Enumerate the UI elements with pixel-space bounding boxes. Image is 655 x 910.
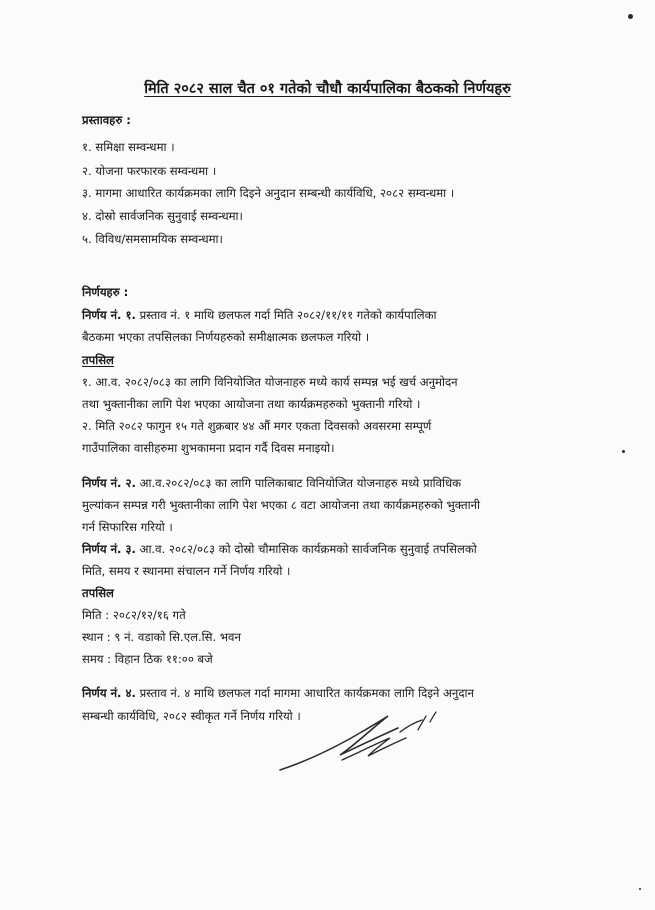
proposal-item: ३. मागमा आधारित कार्यक्रमका लागि दिइने अनुदान सम्बन्धी कार्यविधि, २०८२ सम्वन्धमा । <box>82 186 455 200</box>
scan-speck <box>628 14 633 19</box>
decision-2-text-cont: गर्न सिफारिस गरियो । <box>82 520 173 534</box>
proposals-heading: प्रस्तावहरु : <box>82 113 131 127</box>
decision-4-text: प्रस्ताव नं. ४ माथि छलफल गर्दा मागमा आधारित कार्यक्रमका लागि दिइने अनुदान <box>135 686 474 700</box>
decision-2-label: निर्णय नं. २. <box>82 476 136 490</box>
decision-4-label: निर्णय नं. ४. <box>82 686 136 700</box>
decision-3-text: आ.व. २०८२/०८३ को दोस्रो चौमासिक कार्यक्रमको सार्वजनिक सुनुवाई तपसिलको <box>135 542 477 556</box>
page-title: मिति २०८२ साल चैत ०१ गतेको चौधौ कार्यपालिका बैठकको निर्णयहरु <box>144 81 511 97</box>
proposal-item: ५. विविध/समसामयिक सम्वन्धमा। <box>82 232 223 246</box>
detail-2-line1: २. मिति २०८२ फागुन १५ गते शुक्रबार ४४ औं मगर एकता दिवसको अवसरमा सम्पूर्ण <box>82 419 432 433</box>
decision-4 <box>82 686 474 701</box>
meeting-date: मिति : २०८२/१२/१६ गते <box>82 608 186 622</box>
decision-1-text-cont: बैठकमा भएका तपसिलका निर्णयहरुको समीक्षात्मक छलफल गरियो । <box>82 330 370 344</box>
detail-1-line1: १. आ.व. २०८२/०८३ का लागि विनियोजित योजनाहरु मध्ये कार्य सम्पन्न भई खर्च अनुमोदन <box>82 375 458 389</box>
decisions-heading: निर्णयहरु : <box>82 285 129 299</box>
details-heading: तपसिल <box>82 353 114 367</box>
scan-speck <box>622 450 625 453</box>
proposal-item: ४. दोस्रो सार्वजनिक सुनुवाई सम्वन्धमा। <box>82 209 243 223</box>
decision-1 <box>82 308 437 323</box>
decision-3-text-cont: मिति, समय र स्थानमा संचालन गर्ने निर्णय गरियो । <box>82 564 291 578</box>
decision-3-details-heading: तपसिल <box>82 586 114 600</box>
decision-3-label: निर्णय नं. ३. <box>82 542 136 556</box>
decision-1-label: निर्णय नं. १. <box>82 308 136 322</box>
proposal-item: १. समिक्षा सम्वन्धमा । <box>82 140 175 154</box>
meeting-time: समय : विहान ठिक ११:०० बजे <box>82 652 213 666</box>
scan-speck <box>639 888 641 890</box>
decision-2-text: आ.व.२०८२/०८३ का लागि पालिकाबाट विनियोजित योजनाहरु मध्ये प्राविधिक <box>135 476 462 490</box>
decision-2-text-cont: मुल्यांकन सम्पन्न गरी भुक्तानीका लागि पेश भएका ८ वटा आयोजना तथा कार्यक्रमहरुको भुक्तानी <box>82 498 481 512</box>
decision-1-text: प्रस्ताव नं. १ माथि छलफल गर्दा मिति २०८२/११/११ गतेको कार्यपालिका <box>135 308 437 322</box>
decision-3 <box>82 542 477 557</box>
detail-2-line2: गाउँपालिका वासीहरुमा शुभकामना प्रदान गर्दै दिवस मनाइयो। <box>82 441 335 455</box>
signature <box>270 700 450 780</box>
detail-1-line2: तथा भुक्तानीका लागि पेश भएका आयोजना तथा कार्यक्रमहरुको भुक्तानी गरियो । <box>82 397 421 411</box>
meeting-place: स्थान : ९ नं. वडाको सि.एल.सि. भवन <box>82 630 241 644</box>
decision-2 <box>82 476 461 491</box>
decision-4-text-cont: सम्बन्धी कार्यविधि, २०८२ स्वीकृत गर्ने निर्णय गरियो । <box>82 709 301 723</box>
proposal-item: २. योजना फरफारक सम्वन्धमा । <box>82 164 217 178</box>
